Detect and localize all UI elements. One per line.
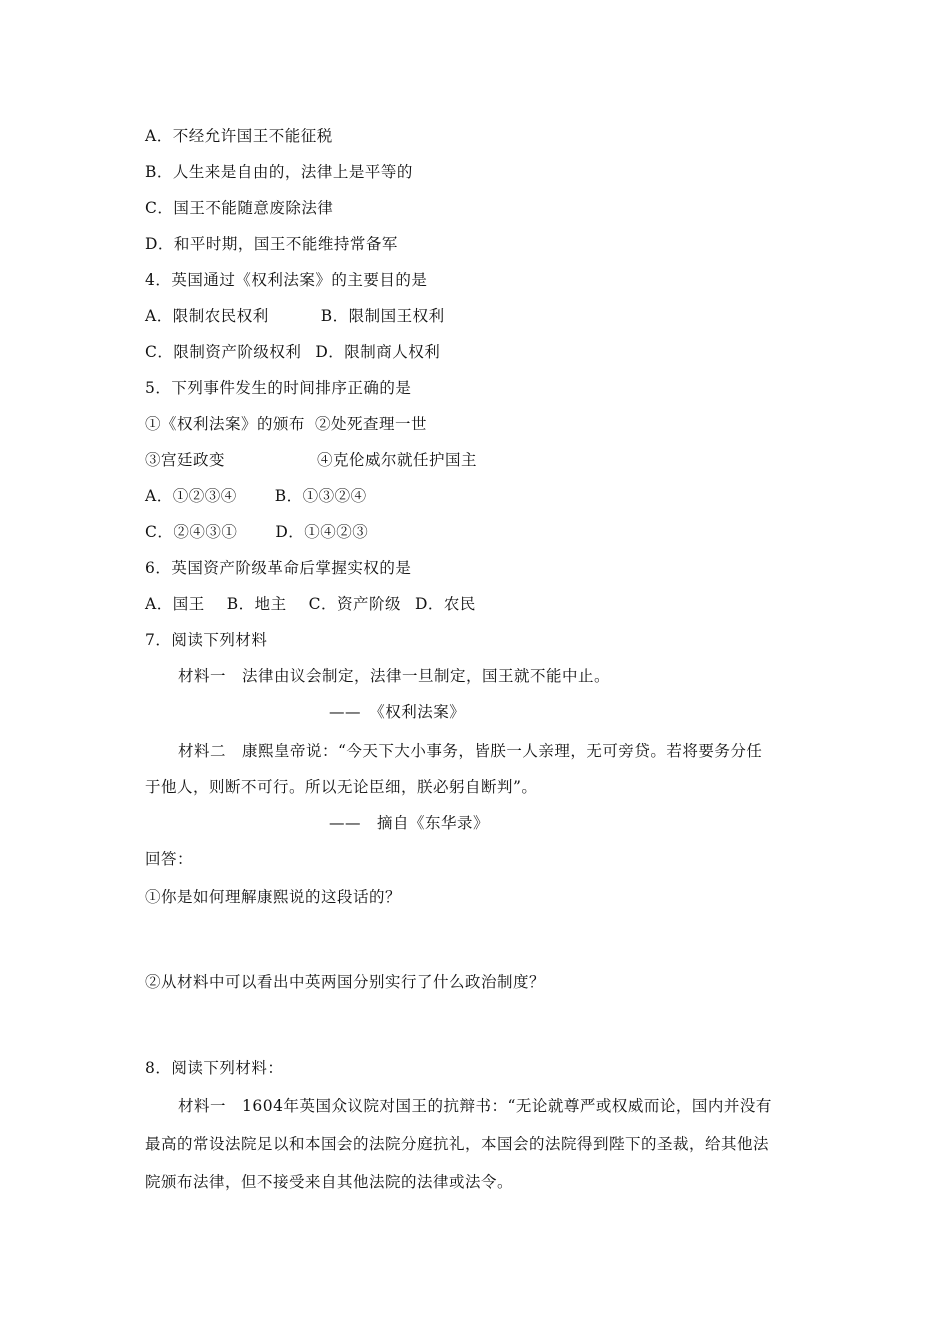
q4-option-b: B．限制国王权利 (320, 307, 445, 325)
q5-item-3: ③宫廷政变 (145, 451, 226, 469)
q5-options-row1 (145, 484, 367, 508)
q5-items-row2 (145, 448, 477, 472)
q5-option-a: A．①②③④ (145, 487, 237, 505)
q3-option-c: C．国王不能随意废除法律 (145, 199, 334, 217)
q5-option-b: B．①③②④ (274, 487, 367, 505)
q5-option-c: C．②④③① (145, 523, 238, 541)
q7-stem: 7．阅读下列材料 (145, 631, 268, 649)
q6-option-d: D．农民 (414, 595, 476, 613)
q7-material-2-line1: 材料二 康熙皇帝说：“今天下大小事务，皆朕一人亲理，无可旁贷。若将要务分任 (178, 742, 763, 760)
q7-subquestion-2: ②从材料中可以看出中英两国分别实行了什么政治制度？ (145, 973, 546, 991)
q4-option-a: A．限制农民权利 (145, 307, 269, 325)
q7-source-2: —— 摘自《东华录》 (329, 814, 490, 832)
q7-answer-label: 回答： (145, 850, 194, 868)
q6-stem: 6．英国资产阶级革命后掌握实权的是 (145, 559, 412, 577)
q5-stem: 5．下列事件发生的时间排序正确的是 (145, 379, 412, 397)
q7-subquestion-1: ①你是如何理解康熙说的这段话的？ (145, 888, 402, 906)
q6-options (145, 592, 476, 616)
q6-option-c: C．资产阶级 (308, 595, 401, 613)
q4-stem: 4．英国通过《权利法案》的主要目的是 (145, 271, 428, 289)
q5-option-d: D．①④②③ (275, 523, 369, 541)
q5-items-row1 (145, 412, 427, 436)
q4-option-d: D．限制商人权利 (315, 343, 441, 361)
q3-option-b: B．人生来是自由的，法律上是平等的 (145, 163, 413, 181)
q5-item-2: ②处死查理一世 (315, 415, 428, 433)
q5-item-4: ④克伦威尔就任护国主 (317, 451, 478, 469)
q3-option-d: D．和平时期，国王不能维持常备军 (145, 235, 398, 253)
q7-material-2-line2: 于他人，则断不可行。所以无论臣细，朕必躬自断判”。 (145, 778, 538, 796)
q8-material-1-line3: 院颁布法律，但不接受来自其他法院的法律或法令。 (145, 1173, 514, 1191)
q4-options-row1 (145, 304, 445, 328)
q5-item-1: ①《权利法案》的颁布 (145, 415, 306, 433)
q5-options-row2 (145, 520, 368, 544)
q6-option-a: A．国王 (145, 595, 205, 613)
q7-material-1: 材料一 法律由议会制定，法律一旦制定，国王就不能中止。 (178, 667, 611, 685)
q4-options-row2 (145, 340, 440, 364)
q4-option-c: C．限制资产阶级权利 (145, 343, 302, 361)
q8-stem: 8．阅读下列材料： (145, 1059, 284, 1077)
q7-source-1: —— 《权利法案》 (329, 703, 466, 721)
q6-option-b: B．地主 (226, 595, 287, 613)
q8-material-1-line1: 材料一 1604年英国众议院对国王的抗辩书：“无论就尊严或权威而论，国内并没有 (178, 1097, 772, 1115)
q3-option-a: A．不经允许国王不能征税 (145, 127, 333, 145)
q8-material-1-line2: 最高的常设法院足以和本国会的法院分庭抗礼，本国会的法院得到陛下的圣裁，给其他法 (145, 1135, 770, 1153)
